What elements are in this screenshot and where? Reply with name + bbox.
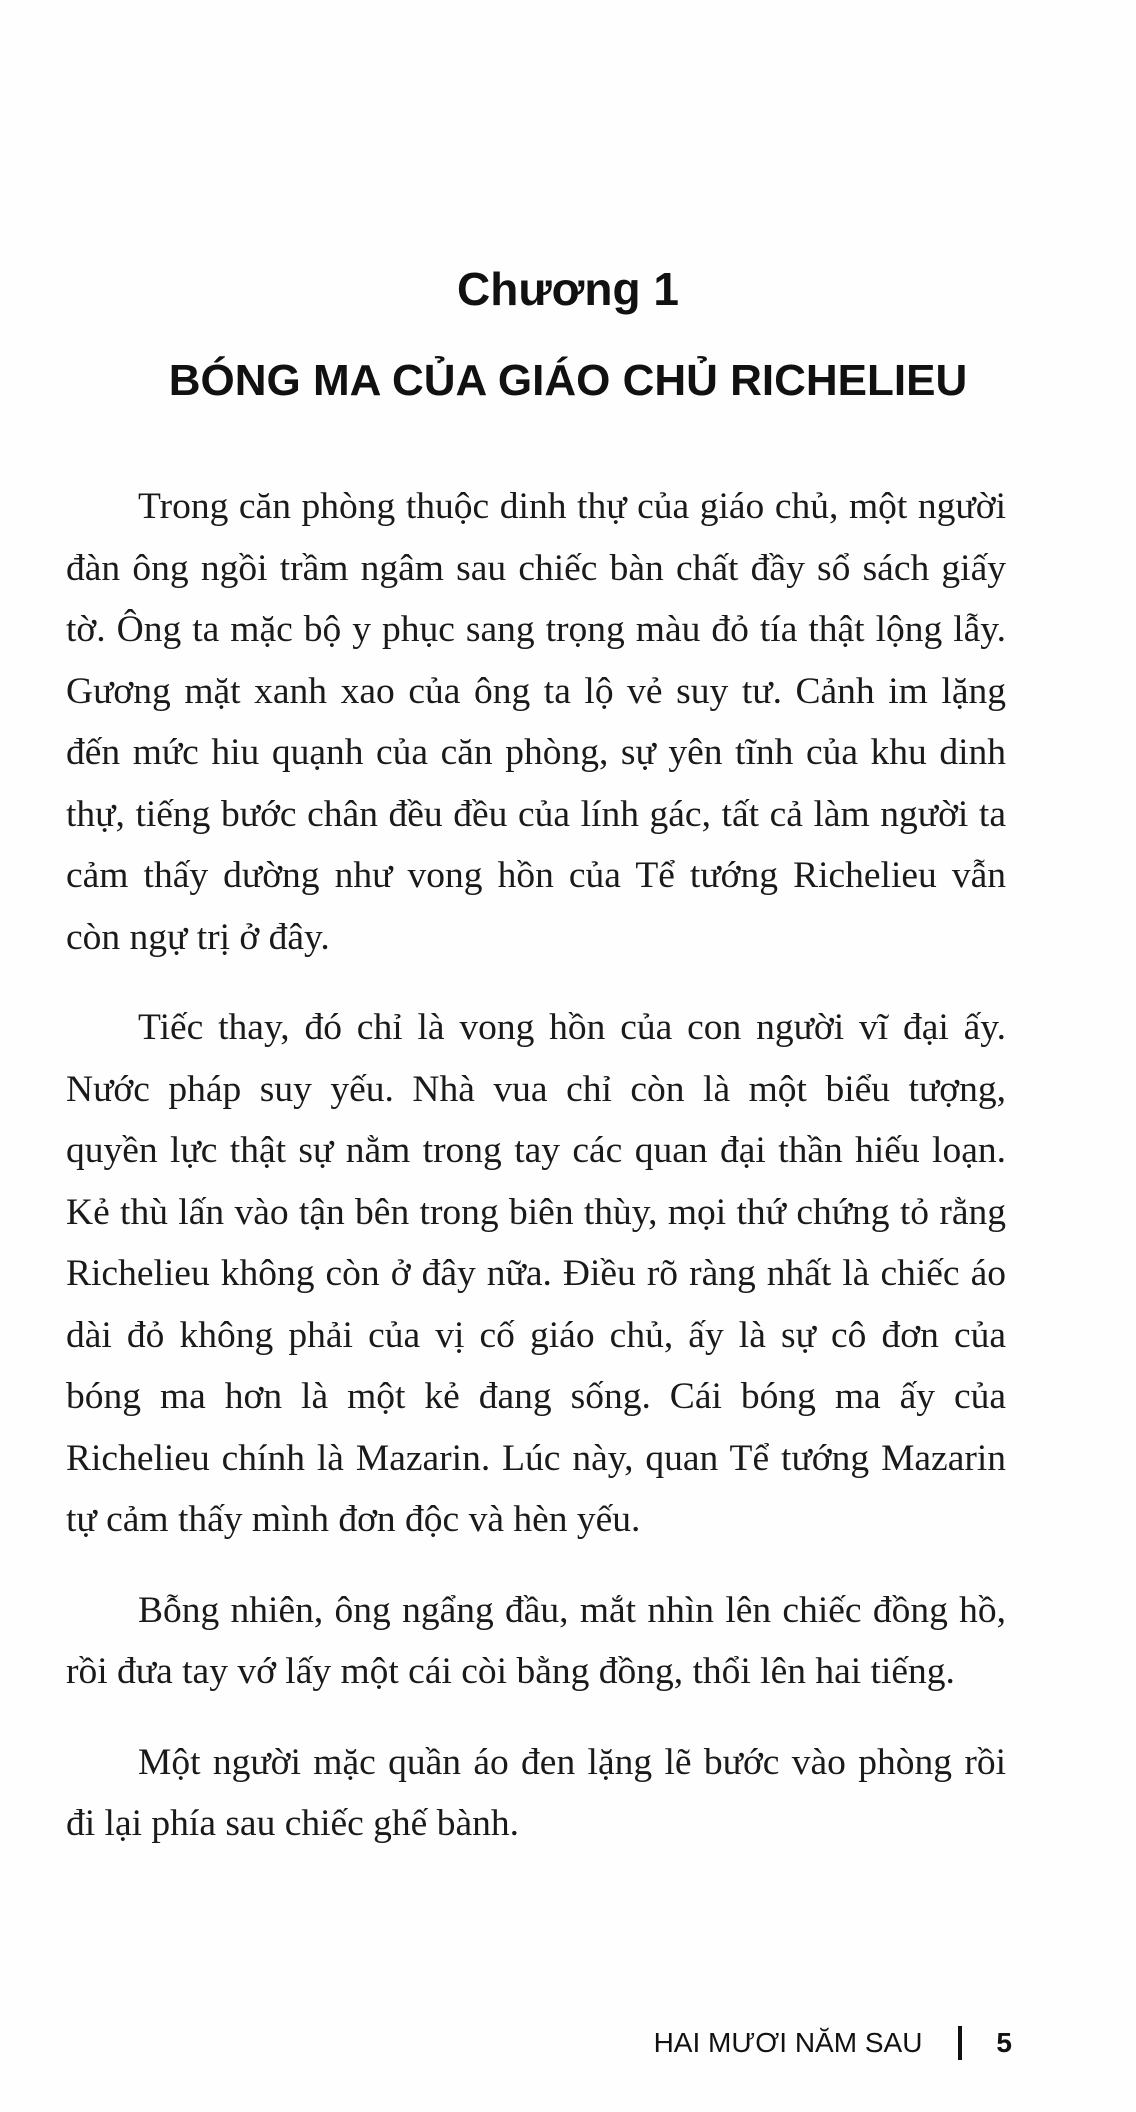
paragraph: Bỗng nhiên, ông ngẩng đầu, mắt nhìn lên chiếc đồng hồ, rồi đưa tay vớ lấy một cái còi bằng đồng, thổi lên hai tiếng. (66, 1589, 1006, 1692)
page-number: 5 (996, 2027, 1012, 2058)
footer-divider (958, 2026, 962, 2060)
paragraph: Một người mặc quần áo đen lặng lẽ bước vào phòng rồi đi lại phía sau chiếc ghế bành. (66, 1741, 1006, 1844)
chapter-number: Chương 1 (457, 263, 679, 315)
chapter-body (66, 476, 1006, 1884)
paragraph: Trong căn phòng thuộc dinh thự của giáo chủ, một người đàn ông ngồi trầm ngâm sau chiếc bàn chất đầy sổ sách giấy tờ. Ông ta mặc bộ y phục sang trọng màu đỏ tía thật lộng lẫy. Gương mặt xanh xao của ông ta lộ vẻ suy tư. Cảnh im lặng đến mức hiu quạnh của căn phòng, sự yên tĩnh của khu dinh thự, tiếng bước chân đều đều của lính gác, tất cả làm người ta cảm thấy dường như vong hồn của Tể tướng Richelieu vẫn còn ngự trị ở đây. (66, 486, 1006, 958)
chapter-title: BÓNG MA CỦA GIÁO CHỦ RICHELIEU (168, 356, 968, 405)
paragraph: Tiếc thay, đó chỉ là vong hồn của con người vĩ đại ấy. Nước pháp suy yếu. Nhà vua chỉ còn là một biểu tượng, quyền lực thật sự nằm trong tay các quan đại thần hiếu loạn. Kẻ thù lấn vào tận bên trong biên thùy, mọi thứ chứng tỏ rằng Richelieu không còn ở đây nữa. Điều rõ ràng nhất là chiếc áo dài đỏ không phải của vị cố giáo chủ, ấy là sự cô đơn của bóng ma hơn là một kẻ đang sống. Cái bóng ma ấy của Richelieu chính là Mazarin. Lúc này, quan Tể tướng Mazarin tự cảm thấy mình đơn độc và hèn yếu. (66, 1007, 1006, 1540)
page-footer (654, 2026, 1012, 2060)
running-title: HAI MƯƠI NĂM SAU (653, 2027, 923, 2058)
